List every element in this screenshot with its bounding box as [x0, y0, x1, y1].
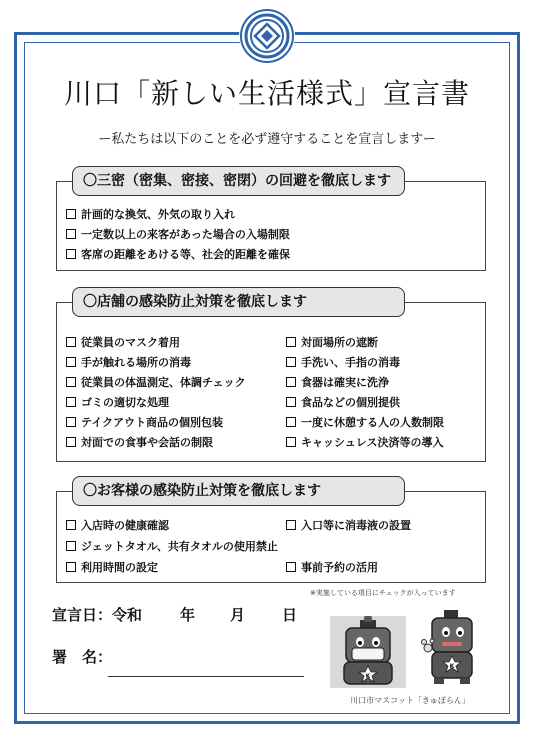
checkbox-icon [66, 562, 76, 572]
checkbox-icon [66, 417, 76, 427]
checklist-item[interactable]: ゴミの適切な処理 [66, 396, 169, 410]
declaration-date-label: 宣言日：令和 [52, 606, 143, 624]
mascot-caption: 川口市マスコット「きゅぽらん」 [350, 696, 470, 705]
checkbox-icon [286, 377, 296, 387]
declaration-year-label: 年 [180, 606, 196, 624]
checkbox-icon [66, 397, 76, 407]
checklist-item[interactable]: ジェットタオル、共有タオルの使用禁止 [66, 540, 278, 554]
checkbox-icon [286, 562, 296, 572]
check-note: ※実施している項目にチェックが入っています [310, 589, 456, 597]
section-store-heading: 〇店舗の感染防止対策を徹底します [72, 287, 405, 317]
checklist-item[interactable]: 食品などの個別提供 [286, 396, 400, 410]
checklist-item[interactable]: 客席の距離をあける等、社会的距離を確保 [66, 248, 290, 262]
checkbox-icon [286, 357, 296, 367]
checkbox-icon [66, 249, 76, 259]
checklist-item[interactable]: キャッシュレス決済等の導入 [286, 436, 443, 450]
checklist-item[interactable]: 入口等に消毒液の設置 [286, 519, 411, 533]
mascot-handwash-icon [420, 608, 490, 686]
checklist-item[interactable]: 計画的な換気、外気の取り入れ [66, 208, 235, 222]
city-emblem-icon [239, 8, 295, 64]
checklist-item[interactable]: 対面場所の遮断 [286, 336, 378, 350]
section-customer-heading: 〇お客様の感染防止対策を徹底します [72, 476, 405, 506]
svg-text:K: K [449, 663, 455, 670]
declaration-month-label: 月 [230, 606, 246, 624]
checkbox-icon [66, 209, 76, 219]
checkbox-icon [286, 437, 296, 447]
checklist-item[interactable]: 入店時の健康確認 [66, 519, 169, 533]
checkbox-icon [286, 397, 296, 407]
checkbox-icon [66, 520, 76, 530]
declaration-day-label: 日 [282, 606, 298, 624]
checkbox-icon [66, 437, 76, 447]
checklist-item[interactable]: 一定数以上の来客があった場合の入場制限 [66, 228, 290, 242]
checklist-item[interactable]: 食器は確実に洗浄 [286, 376, 389, 390]
checkbox-icon [66, 229, 76, 239]
checkbox-icon [286, 417, 296, 427]
checkbox-icon [66, 337, 76, 347]
checkbox-icon [286, 520, 296, 530]
checklist-item[interactable]: 従業員の体温測定、体調チェック [66, 376, 246, 390]
checkbox-icon [286, 337, 296, 347]
page-title: 川口「新しい生活様式」宣言書 [63, 77, 470, 110]
checklist-item[interactable]: 対面での食事や会話の制限 [66, 436, 213, 450]
checklist-item[interactable]: 従業員のマスク着用 [66, 336, 180, 350]
checklist-item[interactable]: 手が触れる場所の消毒 [66, 356, 191, 370]
checkbox-icon [66, 377, 76, 387]
svg-text:K: K [365, 673, 371, 680]
checklist-item[interactable]: 一度に休憩する人の人数制限 [286, 416, 444, 430]
checkbox-icon [66, 357, 76, 367]
page-subtitle: ー私たちは以下のことを必ず遵守することを宣言しますー [98, 132, 436, 147]
mascot-masked-icon [330, 616, 406, 688]
section-three-c-heading: 〇三密（密集、密接、密閉）の回避を徹底します [72, 166, 405, 196]
checklist-item[interactable]: テイクアウト商品の個別包装 [66, 416, 223, 430]
checklist-item[interactable]: 事前予約の活用 [286, 561, 378, 575]
checklist-item[interactable]: 利用時間の設定 [66, 561, 158, 575]
checklist-item[interactable]: 手洗い、手指の消毒 [286, 356, 400, 370]
checkbox-icon [66, 541, 76, 551]
signature-line[interactable] [108, 676, 304, 677]
signature-label: 署 名： [52, 648, 113, 666]
